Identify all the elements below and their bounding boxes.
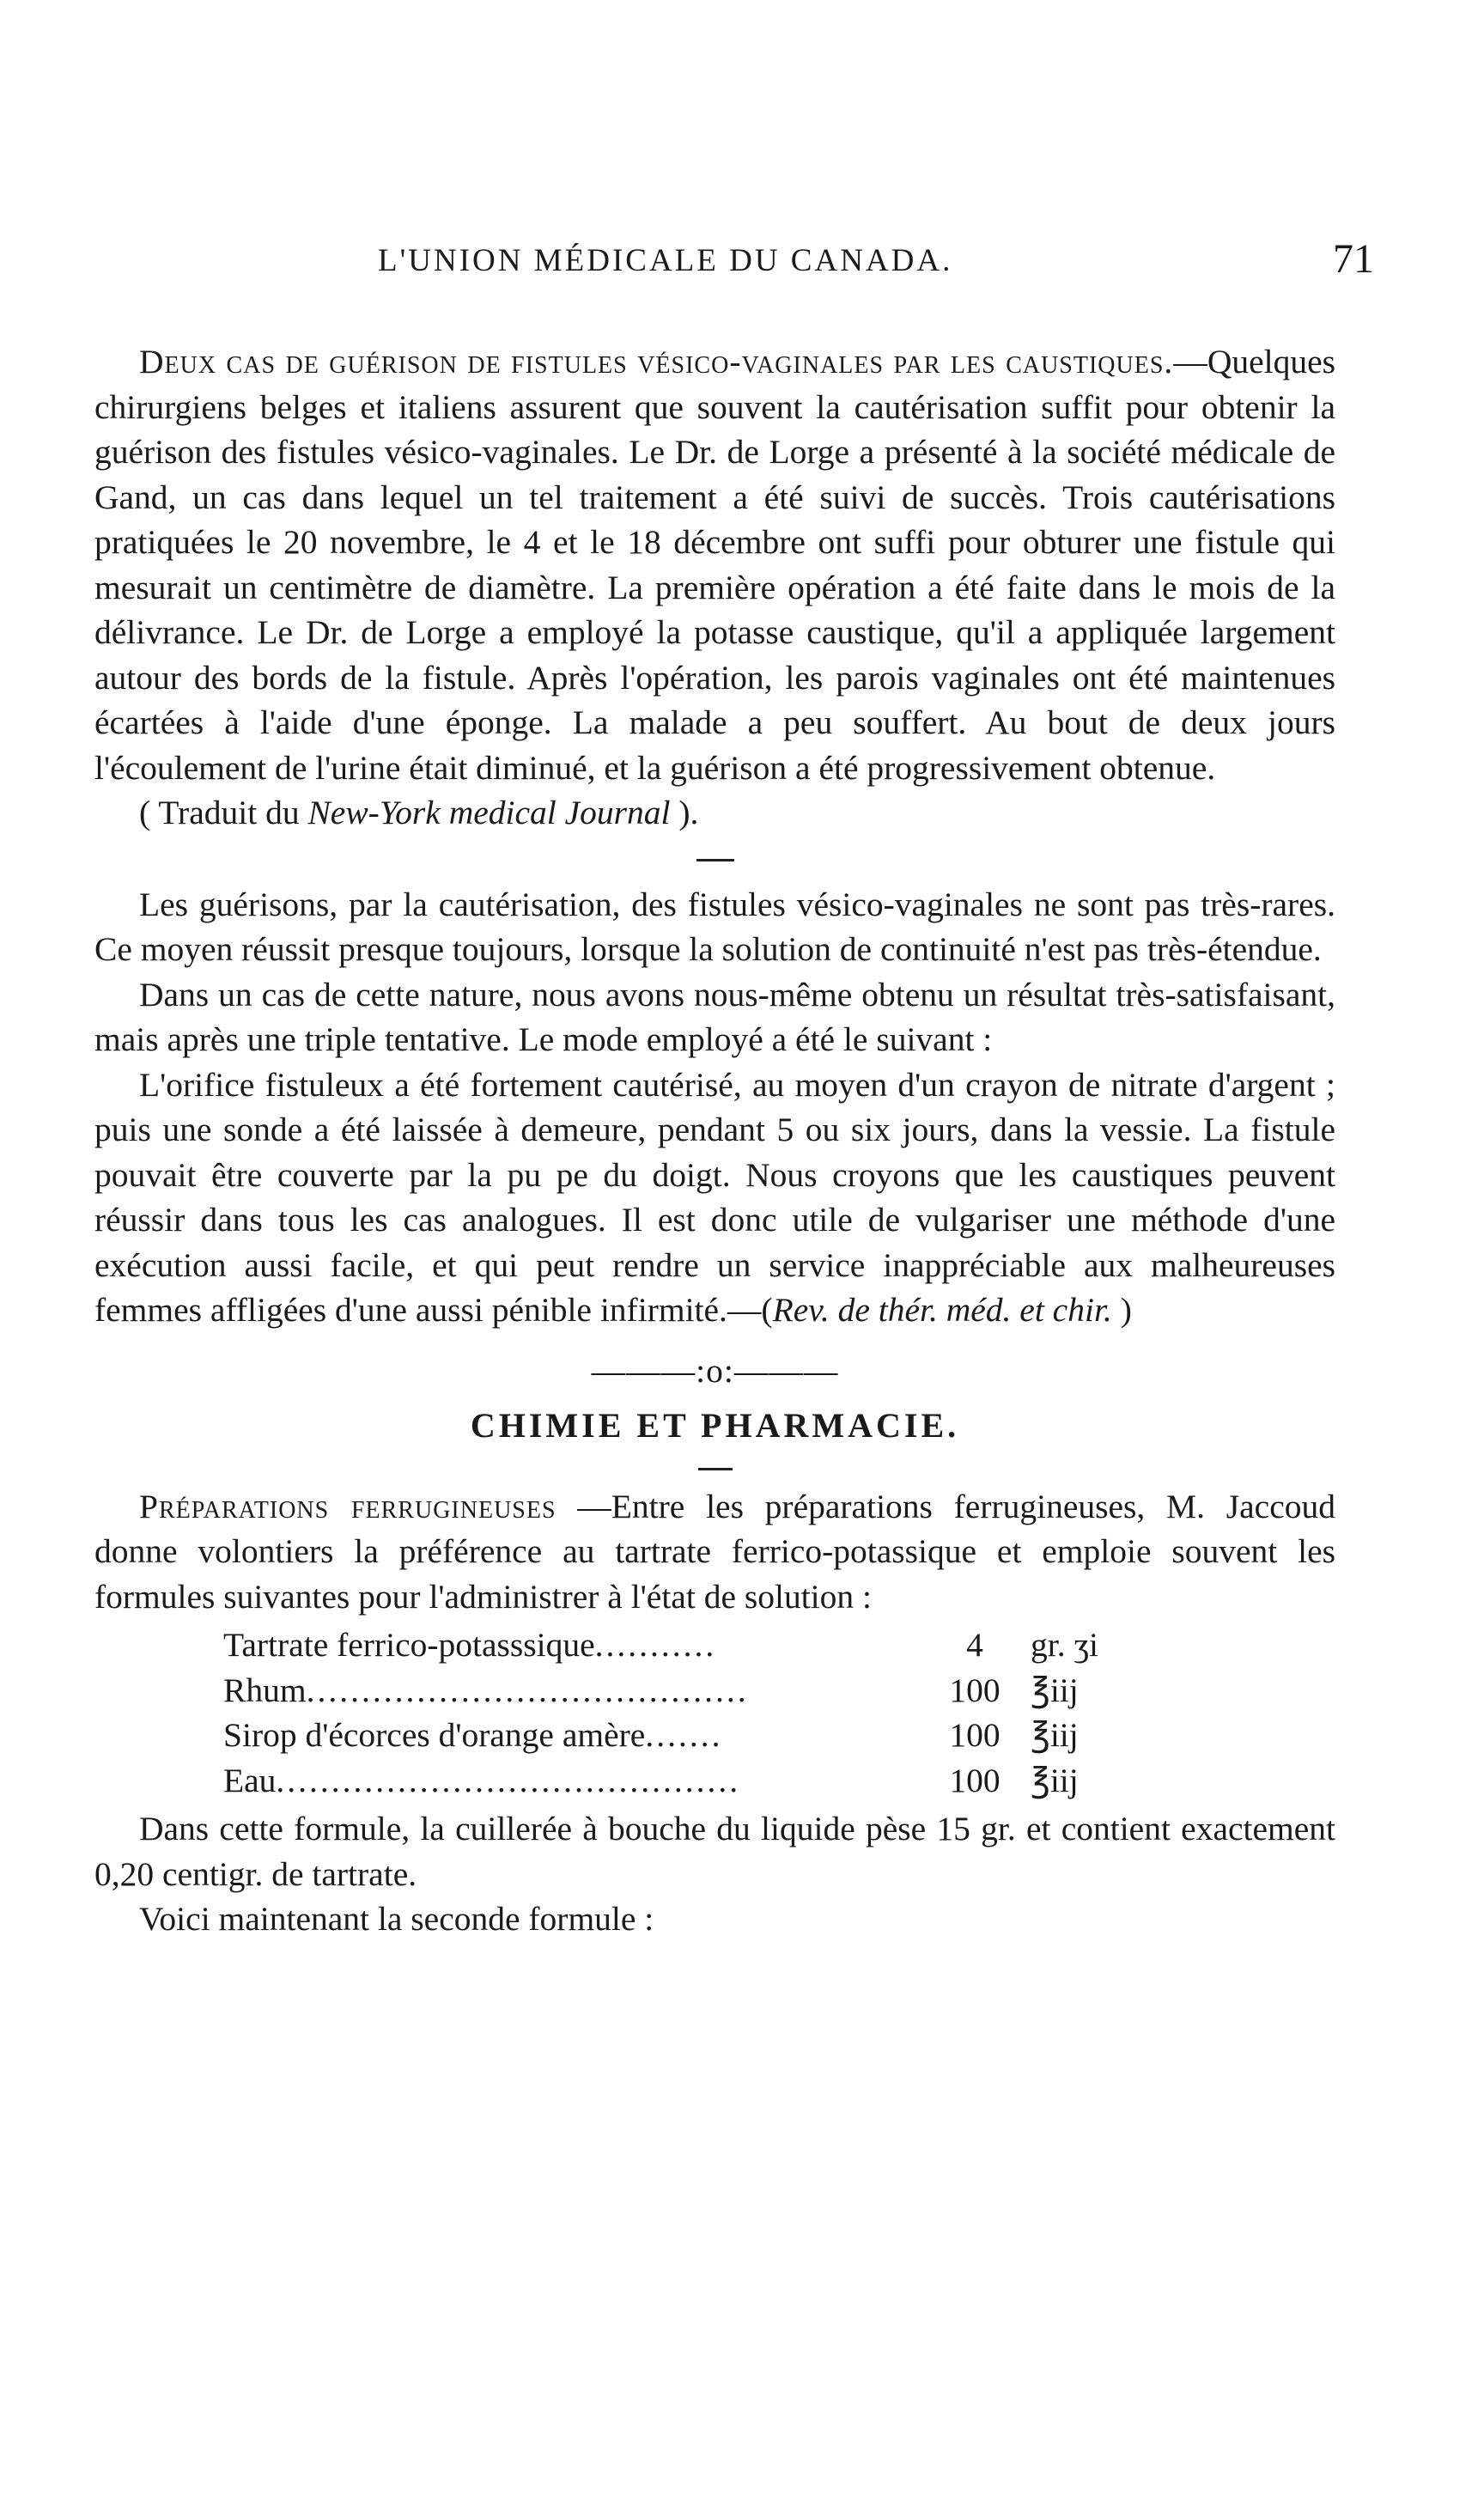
paragraph-dosage: Dans cette formule, la cuillerée à bouche du liquide pèse 15 gr. et contient exactement 0,20 centigr. de tartrate. [94, 1810, 1335, 1893]
paragraph-orifice-close: ) [1111, 1291, 1132, 1329]
ingredient-unit: gr. ʒi [1031, 1626, 1098, 1664]
article-title: Préparations ferrugineuses [139, 1487, 556, 1525]
article-title: Deux cas de guérison de fistules vésico-vaginales par les caustiques. [139, 343, 1174, 380]
formula-row [223, 1668, 1335, 1713]
formula-row [223, 1758, 1335, 1804]
ingredient-quantity: 100 [949, 1671, 1000, 1709]
paragraph-orifice [94, 1062, 1335, 1333]
ingredient-quantity: 4 [966, 1626, 983, 1664]
article-intro: —Entre les préparations ferrugineuses, M. Jaccoud donne volontiers la préférence au tartrate ferrico-potassique et emploie souvent les formules suivantes pour l'administrer à l'état de solution : [94, 1487, 1335, 1616]
article-source [94, 790, 1335, 836]
paragraph-orifice-text: L'orifice fistuleux a été fortement cautérisé, au moyen d'un crayon de nitrate d'argent ; puis une sonde a été laissée à demeure, pendant 5 ou six jours, dans la vessie. La fistule pouvait être couverte par la pu pe du doigt. Nous croyons que les caustiques peuvent réussir dans tous les cas analogues. Il est donc utile de vulgariser une méthode d'une exécution aussi facile, et qui peut rendre un service inappréciable aux malheureuses femmes affligées d'une aussi pénible infirmité.—( [94, 1065, 1335, 1329]
short-rule [696, 859, 734, 861]
article-text: —Quelques chirurgiens belges et italiens assurent que souvent la cautérisation suffit pour obtenir la guérison des fistules vésico-vaginales. Le Dr. de Lorge a présenté à la société médicale de Gand, un cas dans lequel un tel traitement a été suivi de succès. Trois cautérisations pratiquées le 20 novembre, le 4 et le 18 décembre ont suffi pour obturer une fistule qui mesurait un centimètre de diamètre. La première opération a été faite dans le mois de la délivrance. Le Dr. de Lorge a employé la potasse caustique, qu'il a appliquée largement autour des bords de la fistule. Après l'opération, les parois vaginales ont été maintenues écartées à l'aide d'une éponge. La malade a peu souffert. Au bout de deux jours l'écoulement de l'urine était diminué, et la guérison a été progressivement obtenue. [94, 343, 1335, 787]
ingredient-quantity: 100 [949, 1716, 1000, 1754]
source-journal: New-York medical Journal [307, 794, 671, 831]
paragraph-seconde-formule: Voici maintenant la seconde formule : [139, 1900, 654, 1938]
formula-row [223, 1713, 1335, 1758]
section-separator: ———:o:——— [591, 1351, 839, 1390]
ingredient-name: Rhum........................................ [223, 1671, 749, 1709]
source-prefix: ( Traduit du [139, 794, 308, 831]
article-preparations [94, 1484, 1335, 1620]
ingredient-unit: ℥iij [1031, 1671, 1079, 1709]
section-title: CHIMIE ET PHARMACIE. [470, 1406, 960, 1445]
short-rule [698, 1468, 733, 1470]
paragraph-guerisons: Les guérisons, par la cautérisation, des fistules vésico-vaginales ne sont pas très-rares. Ce moyen réussit presque toujours, lorsque la solution de continuité n'est pas très-étendue. [94, 885, 1335, 968]
paragraph-orifice-source: Rev. de thér. méd. et chir. [772, 1291, 1112, 1329]
ingredient-name: Eau.......................................... [223, 1761, 741, 1799]
ingredient-unit: ℥iij [1031, 1761, 1079, 1799]
ingredient-name: Sirop d'écorces d'orange amère....... [223, 1716, 723, 1754]
page-body [94, 339, 1335, 1942]
page-header [94, 236, 1374, 294]
article-fistules-caustiques [94, 339, 1335, 790]
formula-table [94, 1622, 1335, 1803]
paragraph-cas: Dans un cas de cette nature, nous avons nous-même obtenu un résultat très-satisfaisant, mais après une triple tentative. Le mode employé a été le suivant : [94, 975, 1335, 1058]
source-suffix: ). [670, 794, 699, 831]
formula-row [223, 1622, 1335, 1668]
ingredient-quantity: 100 [949, 1761, 1000, 1799]
ingredient-unit: ℥iij [1031, 1716, 1079, 1754]
page-number: 71 [1333, 236, 1374, 282]
running-head: L'UNION MÉDICALE DU CANADA. [378, 243, 953, 278]
ingredient-name: Tartrate ferrico-potasssique........... [223, 1626, 717, 1664]
